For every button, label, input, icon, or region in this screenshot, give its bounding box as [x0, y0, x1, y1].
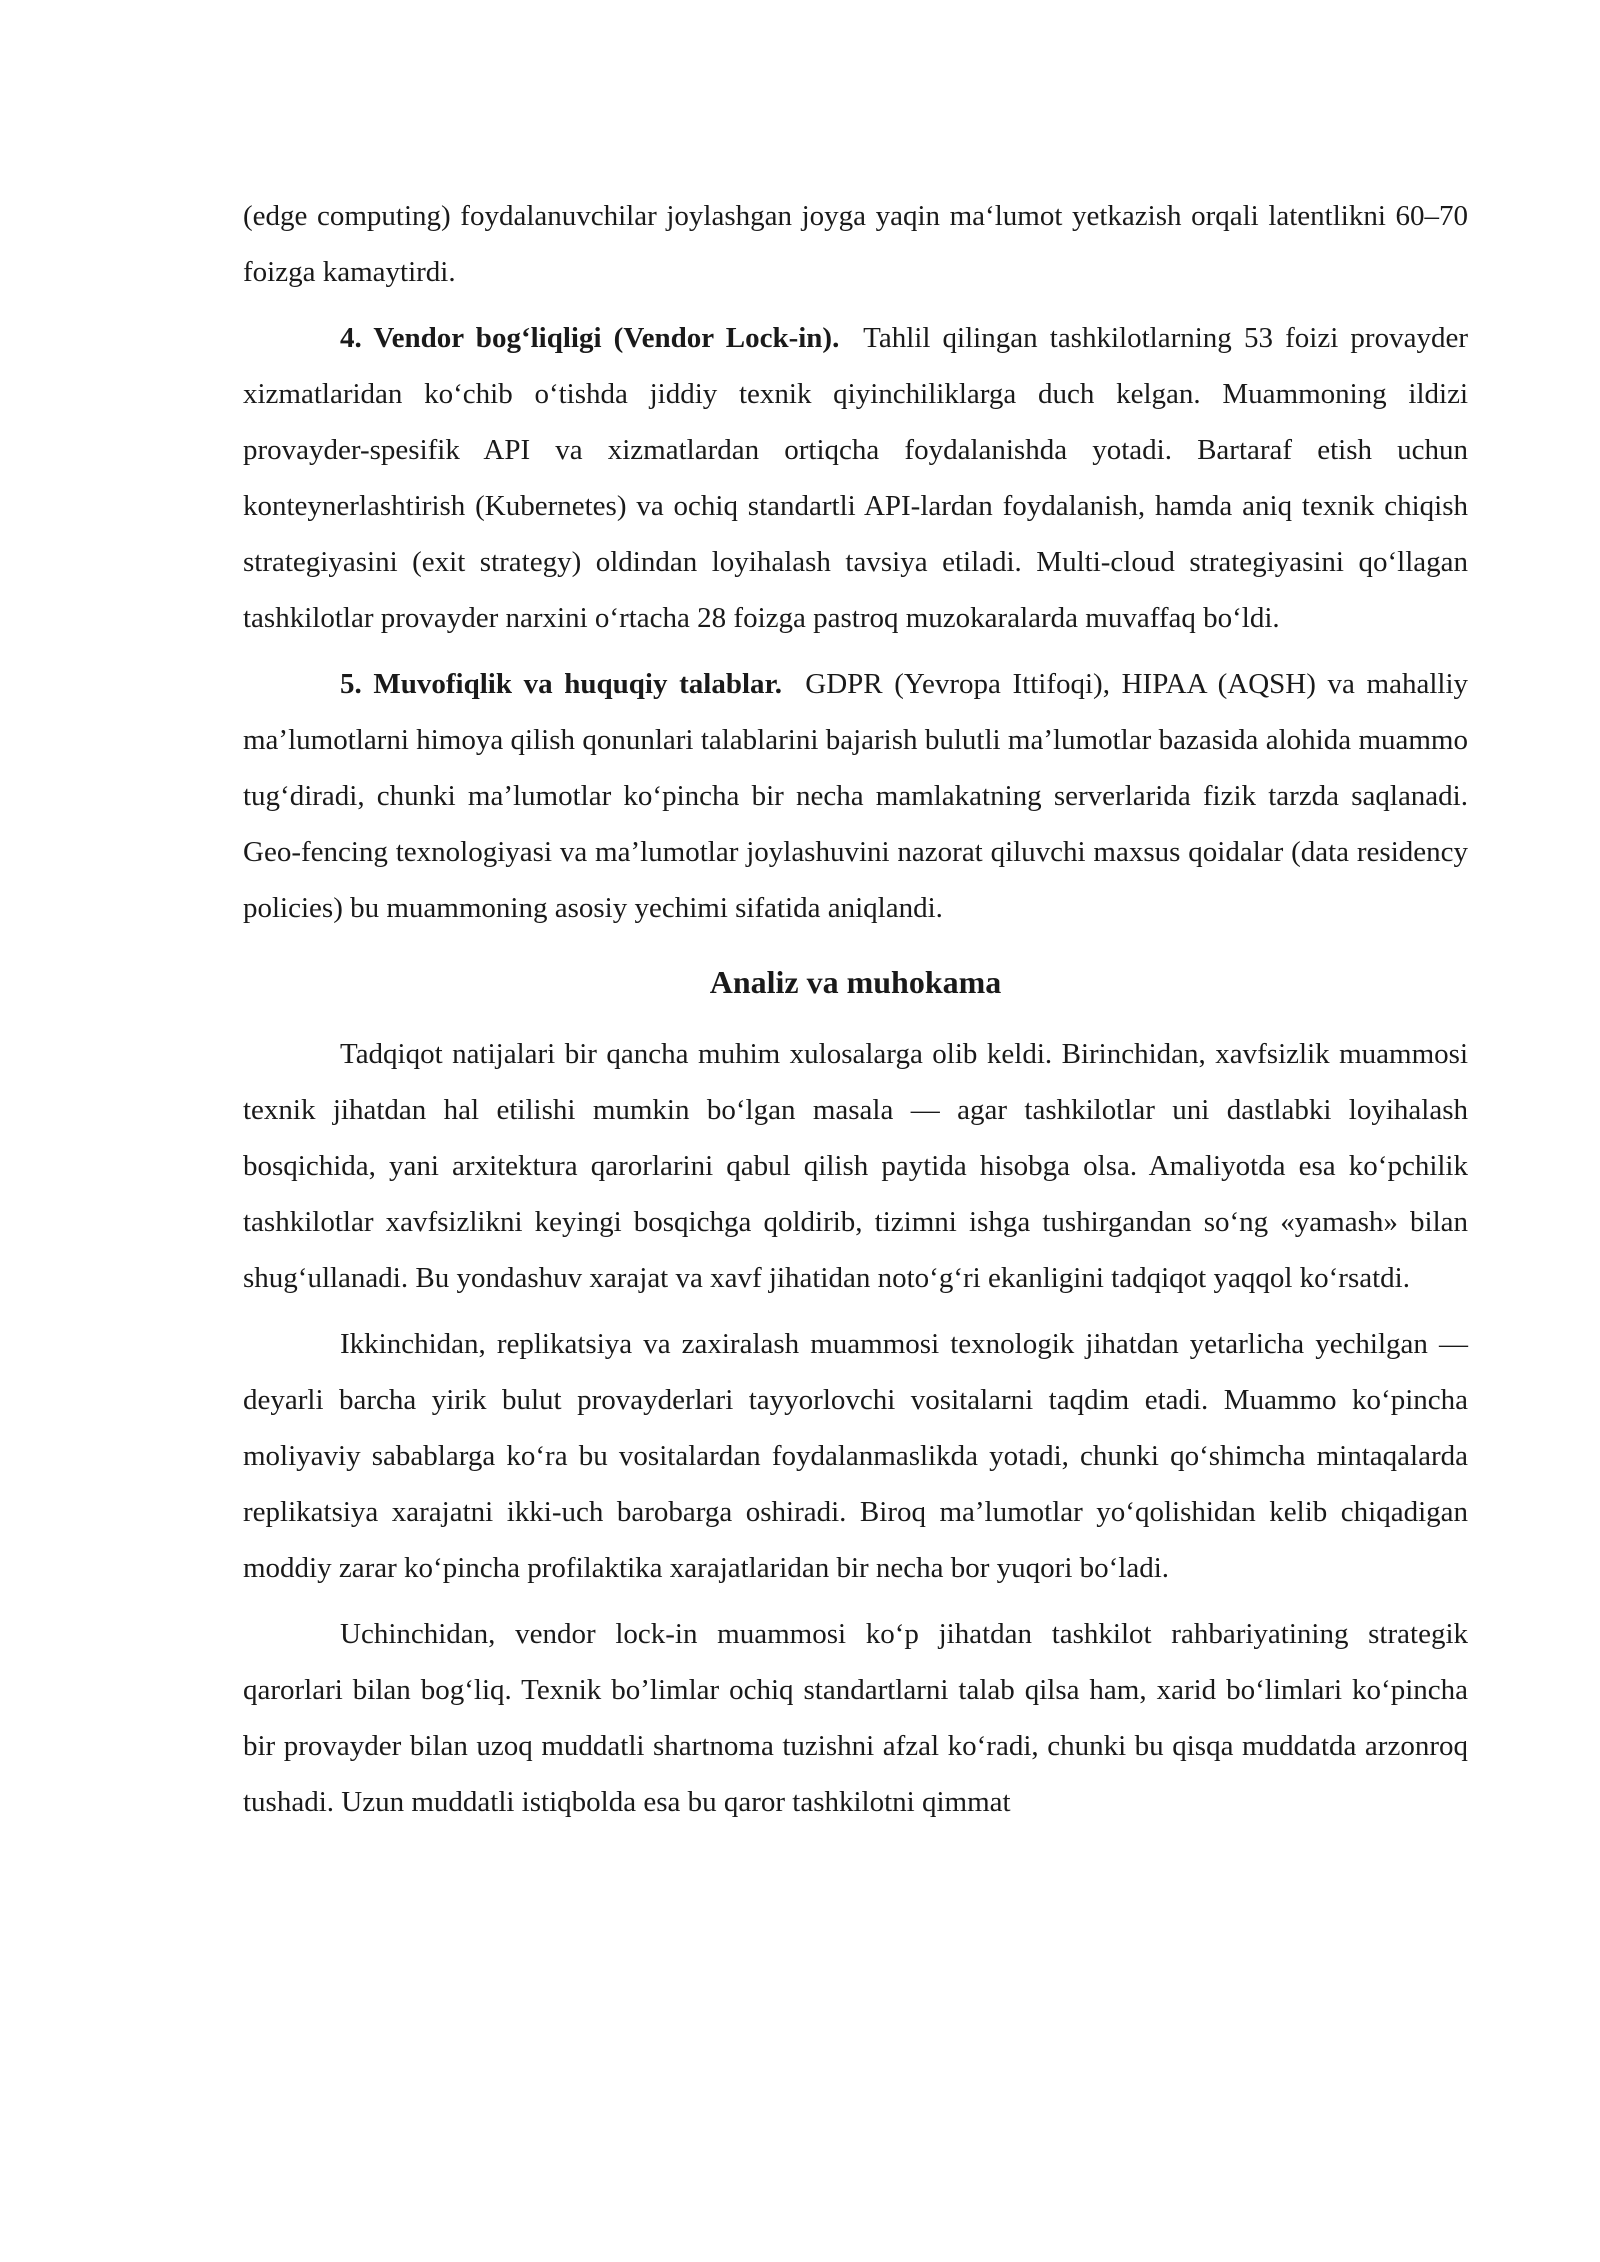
- paragraph-compliance: [243, 656, 1468, 936]
- paragraph-edge-computing: (edge computing) foydalanuvchilar joylashgan joyga yaqin ma‘lumot yetkazish orqali latentlikni 60–70 foizga kamaytirdi.: [243, 200, 1468, 288]
- section-heading: Analiz va muhokama: [709, 964, 1002, 1000]
- paragraph-text-vendor-lock-in: Tahlil qilingan tashkilotlarning 53 foizi provayder xizmatlaridan ko‘chib o‘tishda jiddiy texnik qiyinchiliklarga duch kelgan. Muammoning ildizi provayder-spesifik API va xizmatlardan ortiqcha foydalanishda yotadi. Bartaraf etish uchun konteynerlashtirish (Kubernetes) va ochiq standartli API-lardan foydalanish, hamda aniq texnik chiqish strategiyasini (exit strategy) oldindan loyihalash tavsiya etiladi. Multi-cloud strategiyasini qo‘llagan tashkilotlar provayder narxini o‘rtacha 28 foizga pastroq muzokaralarda muvaffaq bo‘ldi.: [243, 322, 1468, 634]
- paragraph-text-compliance: GDPR (Yevropa Ittifoqi), HIPAA (AQSH) va mahalliy ma’lumotlarni himoya qilish qonunlari talablarini bajarish bulutli ma’lumotlar bazasida alohida muammo tug‘diradi, chunki ma’lumotlar ko‘pincha bir necha mamlakatning serverlarida fizik tarzda saqlanadi. Geo-fencing texnologiyasi va ma’lumotlar joylashuvini nazorat qiluvchi maxsus qoidalar (data residency policies) bu muammoning asosiy yechimi sifatida aniqlandi.: [243, 668, 1468, 924]
- paragraph-lead-vendor-lock-in: 4. Vendor bog‘liqligi (Vendor Lock-in).: [340, 322, 840, 354]
- paragraph-findings-third: Uchinchidan, vendor lock-in muammosi ko‘p jihatdan tashkilot rahbariyatining strategik qarorlari bilan bog‘liq. Texnik bo’limlar ochiq standartlarni talab qilsa ham, xarid bo‘limlari ko‘pincha bir provayder bilan uzoq muddatli shartnoma tuzishni afzal ko‘radi, chunki bu qisqa muddatda arzonroq tushadi. Uzun muddatli istiqbolda esa bu qaror tashkilotni qimmat: [243, 1618, 1468, 1818]
- paragraph-findings-second: Ikkinchidan, replikatsiya va zaxiralash muammosi texnologik jihatdan yetarlicha yechilgan — deyarli barcha yirik bulut provayderlari tayyorlovchi vositalarni taqdim etadi. Muammo ko‘pincha moliyaviy sabablarga ko‘ra bu vositalardan foydalanmaslikda yotadi, chunki qo‘shimcha mintaqalarda replikatsiya xarajatni ikki-uch barobarga oshiradi. Biroq ma’lumotlar yo‘qolishidan kelib chiqadigan moddiy zarar ko‘pincha profilaktika xarajatlaridan bir necha bor yuqori bo‘ladi.: [243, 1328, 1468, 1584]
- document-page: [243, 188, 1468, 1840]
- paragraph-lead-compliance: 5. Muvofiqlik va huquqiy talablar.: [340, 668, 782, 700]
- paragraph-vendor-lock-in: [243, 310, 1468, 646]
- paragraph-findings-first: Tadqiqot natijalari bir qancha muhim xulosalarga olib keldi. Birinchidan, xavfsizlik muammosi texnik jihatdan hal etilishi mumkin bo‘lgan masala — agar tashkilotlar uni dastlabki loyihalash bosqichida, yani arxitektura qarorlarini qabul qilish paytida hisobga olsa. Amaliyotda esa ko‘pchilik tashkilotlar xavfsizlikni keyingi bosqichga qoldirib, tizimni ishga tushirgandan so‘ng «yamash» bilan shug‘ullanadi. Bu yondashuv xarajat va xavf jihatidan noto‘g‘ri ekanligini tadqiqot yaqqol ko‘rsatdi.: [243, 1038, 1468, 1294]
